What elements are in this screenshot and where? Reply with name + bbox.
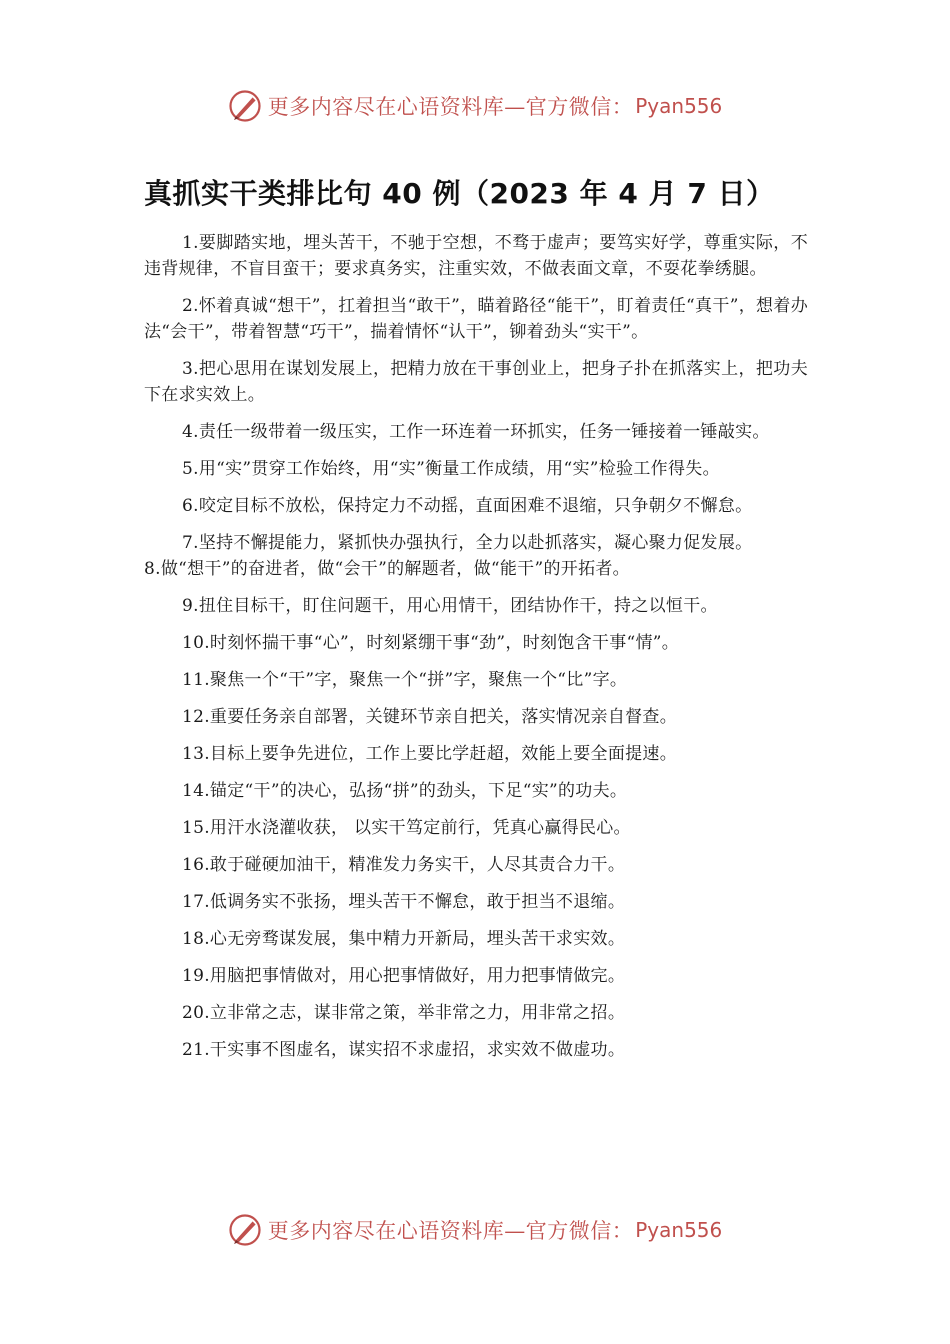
banner-wechat-id: Pyan556 <box>635 1218 723 1242</box>
pen-logo-icon <box>228 89 262 123</box>
list-item: 19.用脑把事情做对，用心把事情做好，用力把事情做完。 <box>182 966 626 986</box>
list-item: 16.敢于碰硬加油干，精准发力务实干，人尽其责合力干。 <box>182 855 626 875</box>
list-item: 6.咬定目标不放松，保持定力不动摇，直面困难不退缩，只争朝夕不懈怠。 <box>182 496 753 516</box>
list-item: 3.把心思用在谋划发展上，把精力放在干事创业上，把身子扑在抓落实上，把功夫下在求实效上。 <box>144 359 808 405</box>
list-item: 18.心无旁骛谋发展，集中精力开新局，埋头苦干求实效。 <box>182 929 626 949</box>
banner-text: 更多内容尽在心语资料库—官方微信： <box>267 1219 634 1243</box>
list-item: 14.锚定“干”的决心，弘扬“拼”的劲头，下足“实”的功夫。 <box>182 781 628 801</box>
list-item: 9.扭住目标干，盯住问题干，用心用情干，团结协作干，持之以恒干。 <box>182 596 718 616</box>
list-item: 7.坚持不懈提能力，紧抓快办强执行，全力以赴抓落实，凝心聚力促发展。 <box>182 533 753 553</box>
footer-banner <box>0 1208 950 1252</box>
list-item: 11.聚焦一个“干”字，聚焦一个“拼”字，聚焦一个“比”字。 <box>182 670 628 690</box>
list-item: 13.目标上要争先进位，工作上要比学赶超，效能上要全面提速。 <box>182 744 678 764</box>
list-item: 8.做“想干”的奋进者，做“会干”的解题者，做“能干”的开拓者。 <box>144 559 630 579</box>
page-title: 真抓实干类排比句 40 例（2023 年 4 月 7 日） <box>144 177 775 210</box>
list-item: 15.用汗水浇灌收获， 以实干笃定前行，凭真心赢得民心。 <box>182 818 631 838</box>
list-item: 20.立非常之志，谋非常之策，举非常之力，用非常之招。 <box>182 1003 626 1023</box>
banner-text: 更多内容尽在心语资料库—官方微信： <box>267 95 634 119</box>
list-item: 17.低调务实不张扬，埋头苦干不懈怠，敢于担当不退缩。 <box>182 892 626 912</box>
banner-wechat-id: Pyan556 <box>635 94 723 118</box>
list-item: 21.干实事不图虚名，谋实招不求虚招，求实效不做虚功。 <box>182 1040 626 1060</box>
list-item: 2.怀着真诚“想干”，扛着担当“敢干”，瞄着路径“能干”，盯着责任“真干”，想着办法“会干”，带着智慧“巧干”，揣着情怀“认干”，铆着劲头“实干”。 <box>144 296 808 342</box>
list-item: 4.责任一级带着一级压实，工作一环连着一环抓实，任务一锤接着一锤敲实。 <box>182 422 770 442</box>
sentence-list <box>144 230 808 1074</box>
list-item: 5.用“实”贯穿工作始终，用“实”衡量工作成绩，用“实”检验工作得失。 <box>182 459 720 479</box>
list-item: 1.要脚踏实地，埋头苦干，不驰于空想，不骛于虚声；要笃实好学，尊重实际，不违背规律，不盲目蛮干；要求真务实，注重实效，不做表面文章，不耍花拳绣腿。 <box>144 233 808 279</box>
header-banner <box>0 84 950 128</box>
list-item: 10.时刻怀揣干事“心”，时刻紧绷干事“劲”，时刻饱含干事“情”。 <box>182 633 680 653</box>
pen-logo-icon <box>228 1213 262 1247</box>
list-item: 12.重要任务亲自部署，关键环节亲自把关，落实情况亲自督查。 <box>182 707 678 727</box>
